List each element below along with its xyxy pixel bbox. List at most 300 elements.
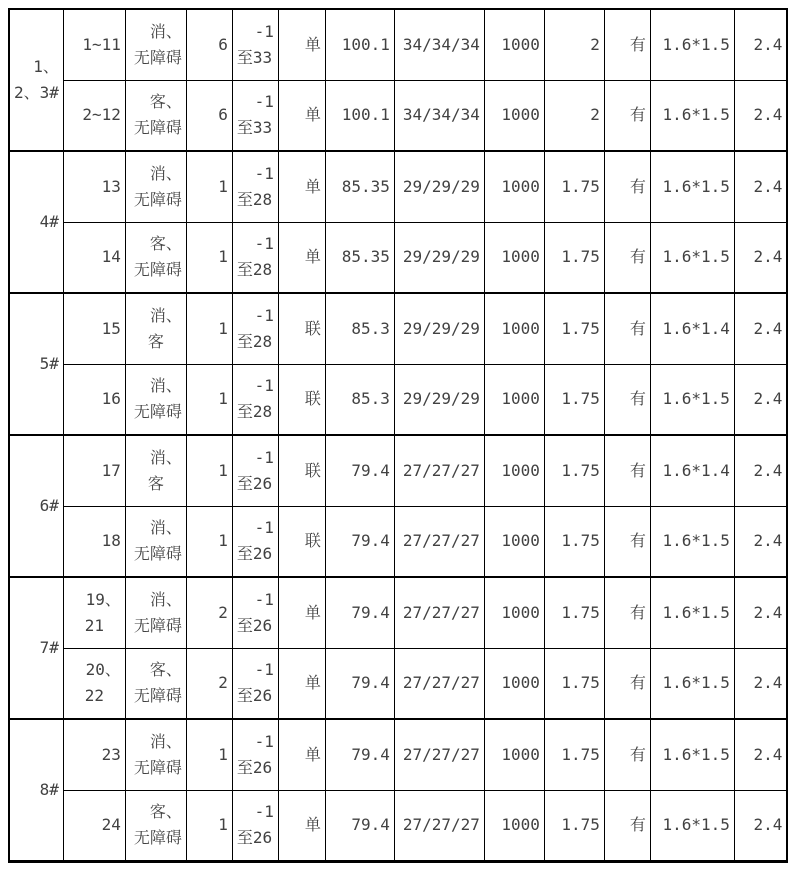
cell-text: 单 (304, 673, 321, 693)
cell-text: 2.4 (753, 247, 783, 267)
cell-text: 2 (590, 34, 600, 54)
cell-rise-height (325, 790, 394, 861)
cell-car-size (650, 151, 734, 222)
cell-height-value (734, 719, 787, 790)
cell-control-mode (278, 151, 325, 222)
cell-text: 29/29/29 (402, 247, 480, 267)
cell-control-mode (278, 9, 325, 80)
cell-stops (394, 435, 484, 506)
cell-quantity (186, 790, 232, 861)
cell-text: 1 (218, 389, 228, 409)
cell-car-size (650, 222, 734, 293)
cell-car-size (650, 577, 734, 648)
cell-height-value (734, 506, 787, 577)
cell-car-size (650, 364, 734, 435)
cell-text: 79.4 (351, 602, 390, 622)
cell-elevator-nos (63, 151, 125, 222)
cell-text: 至26 (236, 473, 273, 493)
cell-text: 联 (304, 318, 321, 338)
cell-car-size (650, 506, 734, 577)
cell-usage-type (125, 151, 186, 222)
cell-rise-height (325, 506, 394, 577)
cell-text: -1 (254, 589, 274, 609)
cell-usage-type (125, 293, 186, 364)
cell-text: 100.1 (341, 34, 390, 54)
cell-text: 客 (147, 331, 164, 351)
cell-text: 2.4 (753, 602, 783, 622)
cell-text: 2 (218, 673, 228, 693)
cell-has-flag (604, 222, 650, 293)
cell-text: 1 (218, 531, 228, 551)
cell-text: 1.75 (561, 744, 600, 764)
cell-text: 6 (218, 34, 228, 54)
cell-has-flag (604, 790, 650, 861)
table-row (9, 151, 787, 222)
table-row (9, 790, 787, 861)
cell-car-size (650, 719, 734, 790)
cell-has-flag (604, 80, 650, 151)
elevator-spec-table (8, 8, 788, 863)
cell-text: 有 (629, 602, 646, 622)
cell-stops (394, 80, 484, 151)
cell-speed (544, 80, 604, 151)
cell-elevator-nos (63, 80, 125, 151)
cell-text: 有 (629, 318, 646, 338)
cell-speed (544, 9, 604, 80)
cell-floor-range (232, 506, 278, 577)
cell-speed (544, 577, 604, 648)
cell-text: 1000 (501, 34, 540, 54)
cell-text: 1.75 (561, 176, 600, 196)
table-row (9, 719, 787, 790)
cell-control-mode (278, 719, 325, 790)
cell-text: 客、 (149, 92, 182, 112)
cell-elevator-nos (63, 506, 125, 577)
cell-has-flag (604, 577, 650, 648)
cell-text: 无障碍 (133, 828, 182, 847)
cell-height-value (734, 151, 787, 222)
cell-text: 消、 (149, 305, 182, 325)
cell-text: 无障碍 (133, 544, 182, 564)
cell-height-value (734, 364, 787, 435)
cell-building (9, 9, 63, 151)
cell-quantity (186, 80, 232, 151)
cell-text: 联 (304, 389, 321, 409)
cell-text: 85.3 (351, 318, 390, 338)
cell-text: 消、 (149, 21, 182, 41)
cell-text: 8# (39, 779, 59, 799)
cell-text: 2.4 (753, 34, 783, 54)
cell-rise-height (325, 435, 394, 506)
cell-text: 2.4 (753, 460, 783, 480)
cell-text: 27/27/27 (402, 531, 480, 551)
cell-elevator-nos (63, 577, 125, 648)
cell-floor-range (232, 222, 278, 293)
cell-text: 1.6*1.4 (662, 318, 730, 338)
cell-speed (544, 293, 604, 364)
cell-load (484, 577, 544, 648)
cell-elevator-nos (63, 293, 125, 364)
cell-text: 29/29/29 (402, 389, 480, 409)
cell-floor-range (232, 790, 278, 861)
cell-text: 1 (218, 460, 228, 480)
cell-text: 单 (304, 815, 321, 834)
cell-elevator-nos (63, 648, 125, 719)
cell-stops (394, 293, 484, 364)
cell-text: 1.6*1.5 (662, 389, 730, 409)
cell-text: 至28 (236, 402, 273, 422)
cell-text: 单 (304, 34, 321, 54)
cell-text: 无障碍 (133, 47, 182, 67)
cell-text: 有 (629, 460, 646, 480)
cell-text: 1、 (33, 57, 59, 76)
table-row (9, 80, 787, 151)
table-row (9, 364, 787, 435)
cell-text: 至26 (236, 757, 273, 777)
cell-text: 单 (304, 247, 321, 267)
cell-text: 16 (101, 389, 121, 409)
cell-text: 无障碍 (133, 260, 182, 280)
cell-text: 1000 (501, 460, 540, 480)
cell-text: 85.3 (351, 389, 390, 409)
cell-car-size (650, 293, 734, 364)
cell-height-value (734, 790, 787, 861)
cell-load (484, 435, 544, 506)
cell-text: 至26 (236, 544, 273, 564)
cell-elevator-nos (63, 435, 125, 506)
cell-text: 有 (629, 389, 646, 409)
cell-quantity (186, 435, 232, 506)
cell-load (484, 9, 544, 80)
cell-rise-height (325, 364, 394, 435)
cell-text: 2 (590, 105, 600, 125)
cell-text: 23 (101, 744, 121, 764)
cell-building (9, 151, 63, 293)
cell-text: 21 (84, 615, 105, 635)
cell-text: 1.6*1.5 (662, 744, 730, 764)
cell-text: 1000 (501, 815, 540, 834)
cell-usage-type (125, 577, 186, 648)
table-row (9, 9, 787, 80)
cell-text: 100.1 (341, 105, 390, 125)
cell-rise-height (325, 151, 394, 222)
cell-quantity (186, 9, 232, 80)
cell-speed (544, 364, 604, 435)
cell-text: -1 (254, 21, 274, 41)
cell-text: 1.75 (561, 815, 600, 834)
cell-has-flag (604, 9, 650, 80)
cell-text: 至26 (236, 686, 273, 706)
cell-text: 27/27/27 (402, 460, 480, 480)
cell-load (484, 151, 544, 222)
cell-text: 有 (629, 673, 646, 693)
cell-building (9, 577, 63, 719)
cell-speed (544, 151, 604, 222)
cell-text: 消、 (149, 163, 182, 183)
cell-car-size (650, 80, 734, 151)
cell-text: 1.75 (561, 389, 600, 409)
cell-text: 18 (101, 531, 121, 551)
cell-floor-range (232, 364, 278, 435)
cell-usage-type (125, 790, 186, 861)
cell-text: 1000 (501, 744, 540, 764)
cell-text: 1.6*1.5 (662, 176, 730, 196)
cell-text: 27/27/27 (402, 673, 480, 693)
cell-text: 1.75 (561, 602, 600, 622)
cell-usage-type (125, 9, 186, 80)
cell-text: 1.6*1.5 (662, 34, 730, 54)
cell-text: 2 (218, 602, 228, 622)
cell-text: 有 (629, 744, 646, 764)
cell-text: 34/34/34 (402, 105, 480, 125)
cell-text: 24 (101, 815, 121, 834)
cell-has-flag (604, 151, 650, 222)
cell-text: 消、 (149, 731, 182, 751)
cell-text: 消、 (149, 447, 182, 467)
cell-load (484, 506, 544, 577)
cell-control-mode (278, 790, 325, 861)
cell-text: 2、3# (14, 83, 59, 102)
cell-elevator-nos (63, 222, 125, 293)
cell-control-mode (278, 506, 325, 577)
cell-text: 1.6*1.4 (662, 460, 730, 480)
cell-text: 1000 (501, 247, 540, 267)
cell-text: 有 (629, 815, 646, 834)
cell-control-mode (278, 364, 325, 435)
cell-text: 联 (304, 460, 321, 480)
cell-load (484, 222, 544, 293)
cell-car-size (650, 9, 734, 80)
cell-text: 1 (218, 318, 228, 338)
cell-rise-height (325, 9, 394, 80)
cell-speed (544, 790, 604, 861)
cell-quantity (186, 719, 232, 790)
cell-text: 79.4 (351, 673, 390, 693)
cell-text: 27/27/27 (402, 815, 480, 834)
cell-height-value (734, 648, 787, 719)
cell-has-flag (604, 293, 650, 364)
cell-quantity (186, 364, 232, 435)
cell-text: 1.6*1.5 (662, 247, 730, 267)
cell-quantity (186, 577, 232, 648)
cell-stops (394, 9, 484, 80)
cell-text: 19、 (85, 589, 121, 609)
cell-car-size (650, 648, 734, 719)
cell-has-flag (604, 506, 650, 577)
cell-text: 1.6*1.5 (662, 673, 730, 693)
cell-text: 1.75 (561, 673, 600, 693)
cell-load (484, 790, 544, 861)
cell-text: 15 (101, 318, 121, 338)
cell-usage-type (125, 648, 186, 719)
cell-text: -1 (254, 660, 274, 680)
cell-text: 1~11 (82, 34, 121, 54)
cell-rise-height (325, 222, 394, 293)
cell-control-mode (278, 577, 325, 648)
cell-text: 单 (304, 105, 321, 125)
cell-text: 1000 (501, 673, 540, 693)
cell-text: -1 (254, 447, 274, 467)
cell-text: 34/34/34 (402, 34, 480, 54)
cell-load (484, 80, 544, 151)
cell-usage-type (125, 719, 186, 790)
cell-control-mode (278, 293, 325, 364)
cell-elevator-nos (63, 364, 125, 435)
cell-text: 1.6*1.5 (662, 531, 730, 551)
cell-text: 有 (629, 247, 646, 267)
cell-text: 客、 (149, 660, 182, 680)
cell-floor-range (232, 80, 278, 151)
cell-text: 1.75 (561, 531, 600, 551)
cell-text: 无障碍 (133, 757, 182, 777)
cell-control-mode (278, 222, 325, 293)
cell-text: 1.6*1.5 (662, 602, 730, 622)
cell-text: 客、 (149, 234, 182, 254)
cell-text: 6 (218, 105, 228, 125)
cell-stops (394, 506, 484, 577)
cell-text: 1000 (501, 176, 540, 196)
cell-load (484, 364, 544, 435)
cell-height-value (734, 9, 787, 80)
cell-text: 14 (101, 247, 121, 267)
cell-speed (544, 435, 604, 506)
cell-has-flag (604, 719, 650, 790)
cell-height-value (734, 80, 787, 151)
cell-text: 单 (304, 744, 321, 764)
cell-text: 客 (147, 473, 164, 493)
cell-text: 无障碍 (133, 402, 182, 422)
cell-text: 85.35 (341, 247, 390, 267)
cell-text: 无障碍 (133, 118, 182, 138)
cell-text: 29/29/29 (402, 176, 480, 196)
cell-load (484, 293, 544, 364)
cell-speed (544, 506, 604, 577)
cell-text: 1.75 (561, 318, 600, 338)
cell-text: 至26 (236, 828, 273, 847)
cell-text: 85.35 (341, 176, 390, 196)
cell-text: 1 (218, 176, 228, 196)
cell-text: 2.4 (753, 815, 783, 834)
cell-floor-range (232, 648, 278, 719)
cell-building (9, 293, 63, 435)
cell-height-value (734, 222, 787, 293)
cell-quantity (186, 222, 232, 293)
cell-stops (394, 577, 484, 648)
cell-text: 1.6*1.5 (662, 105, 730, 125)
cell-quantity (186, 506, 232, 577)
cell-text: 79.4 (351, 815, 390, 834)
cell-text: 有 (629, 34, 646, 54)
cell-usage-type (125, 506, 186, 577)
cell-text: 27/27/27 (402, 744, 480, 764)
cell-text: 2.4 (753, 673, 783, 693)
cell-text: 1000 (501, 318, 540, 338)
cell-text: 79.4 (351, 460, 390, 480)
cell-text: 2.4 (753, 318, 783, 338)
cell-elevator-nos (63, 790, 125, 861)
cell-stops (394, 719, 484, 790)
cell-stops (394, 648, 484, 719)
cell-text: 2.4 (753, 531, 783, 551)
cell-load (484, 648, 544, 719)
cell-stops (394, 151, 484, 222)
cell-text: -1 (254, 92, 274, 112)
cell-text: 1000 (501, 602, 540, 622)
table-body (9, 9, 787, 861)
cell-text: 无障碍 (133, 189, 182, 209)
cell-usage-type (125, 364, 186, 435)
table-row (9, 506, 787, 577)
cell-text: 2.4 (753, 105, 783, 125)
cell-floor-range (232, 9, 278, 80)
cell-building (9, 719, 63, 861)
cell-text: 至28 (236, 331, 273, 351)
cell-text: 1 (218, 247, 228, 267)
cell-text: 至33 (236, 47, 273, 67)
cell-text: 2~12 (82, 105, 121, 125)
cell-text: 2.4 (753, 744, 783, 764)
cell-text: 有 (629, 531, 646, 551)
cell-text: 5# (39, 354, 59, 373)
cell-text: 1000 (501, 389, 540, 409)
cell-text: 1.75 (561, 247, 600, 267)
cell-text: -1 (254, 802, 274, 821)
cell-text: 联 (304, 531, 321, 551)
cell-floor-range (232, 293, 278, 364)
cell-height-value (734, 435, 787, 506)
cell-building (9, 435, 63, 577)
cell-text: 至26 (236, 615, 273, 635)
cell-text: 消、 (149, 376, 182, 396)
cell-text: 无障碍 (133, 615, 182, 635)
cell-control-mode (278, 80, 325, 151)
cell-rise-height (325, 293, 394, 364)
cell-usage-type (125, 435, 186, 506)
cell-text: 消、 (149, 518, 182, 538)
cell-elevator-nos (63, 719, 125, 790)
cell-usage-type (125, 222, 186, 293)
cell-stops (394, 790, 484, 861)
cell-text: 1000 (501, 105, 540, 125)
cell-text: 至33 (236, 118, 273, 138)
table-row (9, 435, 787, 506)
cell-quantity (186, 151, 232, 222)
cell-usage-type (125, 80, 186, 151)
cell-text: 20、 (85, 660, 121, 680)
cell-stops (394, 222, 484, 293)
cell-load (484, 719, 544, 790)
cell-elevator-nos (63, 9, 125, 80)
cell-text: -1 (254, 234, 274, 254)
cell-text: 79.4 (351, 531, 390, 551)
cell-text: -1 (254, 518, 274, 538)
cell-text: 1000 (501, 531, 540, 551)
table-row (9, 222, 787, 293)
cell-speed (544, 719, 604, 790)
cell-height-value (734, 293, 787, 364)
cell-car-size (650, 435, 734, 506)
table-row (9, 648, 787, 719)
cell-has-flag (604, 435, 650, 506)
cell-floor-range (232, 719, 278, 790)
cell-text: 17 (101, 460, 121, 480)
cell-text: 29/29/29 (402, 318, 480, 338)
cell-text: 消、 (149, 589, 182, 609)
cell-text: 有 (629, 176, 646, 196)
cell-text: 有 (629, 105, 646, 125)
cell-floor-range (232, 435, 278, 506)
cell-text: -1 (254, 305, 274, 325)
